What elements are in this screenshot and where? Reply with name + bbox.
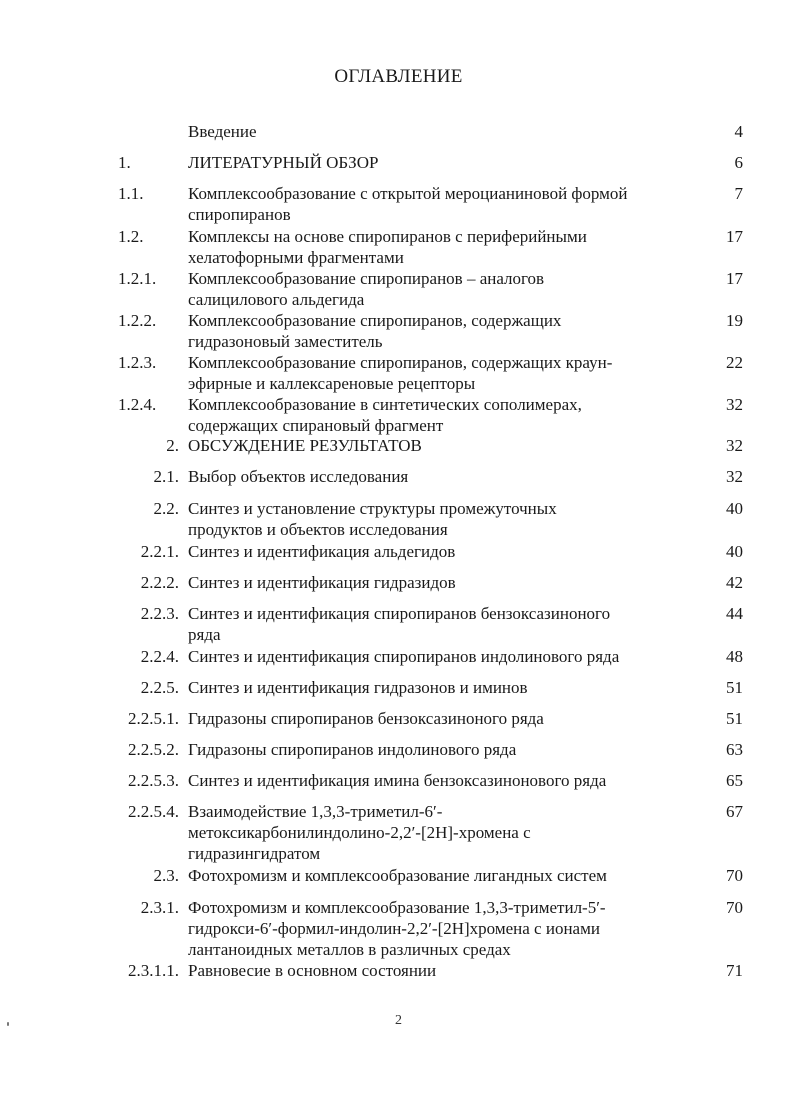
toc-entry-number: 2.2.5.1. [128,709,179,728]
toc-entry-title [188,897,688,960]
toc-entry-title [188,865,688,886]
toc-entry-page: 32 [726,436,743,455]
toc-entry-number: 1.2.2. [118,311,157,330]
toc-entry-number: 1.2. [118,227,144,246]
toc-entry-title-line: салицилового альдегида [188,290,365,309]
toc-entry-title-line: Комплексообразование с открытой мероцианиновой формой [188,184,628,203]
toc-entry-title-line: продуктов и объектов исследования [188,520,448,539]
toc-entry-page: 71 [726,961,743,980]
toc-entry-title-line: Комплексообразование спиропиранов – аналогов [188,269,545,288]
toc-entry-number: 2.3. [153,866,179,885]
toc-entry-title [188,152,688,173]
toc-entry-page: 4 [734,122,743,141]
toc-entry-title-line: Выбор объектов исследования [188,467,409,486]
scan-speck [7,1022,9,1026]
toc-entry-page: 42 [726,573,743,592]
toc-entry-title-line: метоксикарбонилиндолино-2,2′-[2Н]-хромена с [188,823,531,842]
toc-entry-number: 2.1. [153,467,179,486]
toc-entry-number: 2.2.4. [140,647,179,666]
toc-entry-title [188,352,688,394]
toc-entry-title-line: гидрокси-6′-формил-индолин-2,2′-[2Н]хромена с ионами [188,919,600,938]
toc-entry-page: 63 [726,740,743,759]
toc-entry-number: 2.2.5.3. [128,771,179,790]
toc-entry-page: 40 [726,542,743,561]
toc-entry-title [188,770,688,791]
toc-entry-number: 2.3.1.1. [128,961,179,980]
toc-entry-page: 51 [726,678,743,697]
toc-entry-title-line: Гидразоны спиропиранов индолинового ряда [188,740,517,759]
toc-entry-number: 2.3.1. [140,898,179,917]
toc-entry-page: 22 [726,353,743,372]
toc-entry-title-line: Синтез и идентификация гидразонов и иминов [188,678,528,697]
toc-entry-number: 1.1. [118,184,144,203]
toc-entry-title-line: Синтез и идентификация спиропиранов бензоксазиноного [188,604,611,623]
toc-entry-number: 2.2.5.2. [128,740,179,759]
page-number: 2 [395,1013,402,1028]
toc-entry-title-line: Синтез и идентификация гидразидов [188,573,456,592]
toc-entry-title-line: содержащих спирановый фрагмент [188,416,444,435]
toc-entry-title-line: ОБСУЖДЕНИЕ РЕЗУЛЬТАТОВ [188,436,422,455]
toc-entry-page: 32 [726,395,743,414]
toc-entry-title [188,960,688,981]
toc-entry-page: 67 [726,802,743,821]
toc-entry-title [188,435,688,456]
toc-entry-page: 44 [726,604,743,623]
toc-entry-title-line: Синтез и идентификация имина бензоксазинонового ряда [188,771,607,790]
toc-entry-title [188,226,688,268]
toc-entry-title-line: Синтез и идентификация альдегидов [188,542,456,561]
toc-entry-page: 6 [734,153,743,172]
toc-entry-title [188,310,688,352]
toc-entry-number: 2. [166,436,179,455]
toc-entry-number: 2.2.3. [140,604,179,623]
toc-entry-page: 19 [726,311,743,330]
toc-entry-page: 70 [726,866,743,885]
toc-entry-title-line: Синтез и идентификация спиропиранов индолинового ряда [188,647,620,666]
toc-entry-title-line: Введение [188,122,257,141]
toc-entry-title-line: ряда [188,625,221,644]
toc-entry-page: 17 [726,269,743,288]
toc-entry-number: 2.2.5.4. [128,802,179,821]
toc-entry-number: 2.2.2. [140,573,179,592]
toc-entry-number: 1.2.1. [118,269,157,288]
toc-entry-page: 65 [726,771,743,790]
toc-entry-title [188,708,688,729]
toc-entry-title [188,394,688,436]
toc-entry-page: 7 [734,184,743,203]
toc-entry-number: 1.2.4. [118,395,157,414]
toc-entry-title-line: эфирные и каллексареновые рецепторы [188,374,476,393]
toc-entry-title-line: спиропиранов [188,205,291,224]
toc-entry-title-line: лантаноидных металлов в различных средах [188,940,511,959]
toc-entry-title [188,466,688,487]
toc-entry-title-line: гидразоновый заместитель [188,332,383,351]
toc-entry-title-line: хелатофорными фрагментами [188,248,404,267]
toc-entry-page: 40 [726,499,743,518]
toc-entry-title [188,677,688,698]
toc-entry-title [188,541,688,562]
toc-entry-title-line: Комплексы на основе спиропиранов с периферийными [188,227,587,246]
toc-entry-title-line: Комплексообразование спиропиранов, содержащих [188,311,562,330]
toc-entry-page: 48 [726,647,743,666]
toc-entry-title-line: Фотохромизм и комплексообразование лигандных систем [188,866,607,885]
toc-entry-title [188,121,688,142]
toc-entry-title [188,646,688,667]
toc-entry-title [188,498,688,540]
toc-entry-title [188,183,688,225]
toc-entry-title [188,603,688,645]
toc-entry-title [188,801,688,864]
toc-entry-title-line: Синтез и установление структуры промежуточных [188,499,557,518]
toc-entry-page: 70 [726,898,743,917]
toc-entry-title-line: Фотохромизм и комплексообразование 1,3,3-триметил-5′- [188,898,606,917]
toc-entry-title-line: Равновесие в основном состоянии [188,961,437,980]
toc-entry-number: 1.2.3. [118,353,157,372]
toc-entry-title-line: ЛИТЕРАТУРНЫЙ ОБЗОР [188,153,379,172]
toc-entry-page: 32 [726,467,743,486]
toc-entry-number: 2.2.1. [140,542,179,561]
toc-entry-title [188,739,688,760]
toc-entry-title [188,268,688,310]
toc-entry-number: 2.2.5. [140,678,179,697]
toc-entry-title-line: Комплексообразование спиропиранов, содержащих краун- [188,353,613,372]
page-title: ОГЛАВЛЕНИЕ [334,66,463,87]
toc-entry-title-line: Гидразоны спиропиранов бензоксазиноного ряда [188,709,544,728]
toc-entry-page: 17 [726,227,743,246]
toc-entry-title-line: Взаимодействие 1,3,3-триметил-6′- [188,802,443,821]
toc-entry-number: 1. [118,153,131,172]
toc-entry-title [188,572,688,593]
toc-entry-title-line: гидразингидратом [188,844,321,863]
toc-entry-number: 2.2. [153,499,179,518]
toc-entry-title-line: Комплексообразование в синтетических сополимерах, [188,395,582,414]
toc-entry-page: 51 [726,709,743,728]
